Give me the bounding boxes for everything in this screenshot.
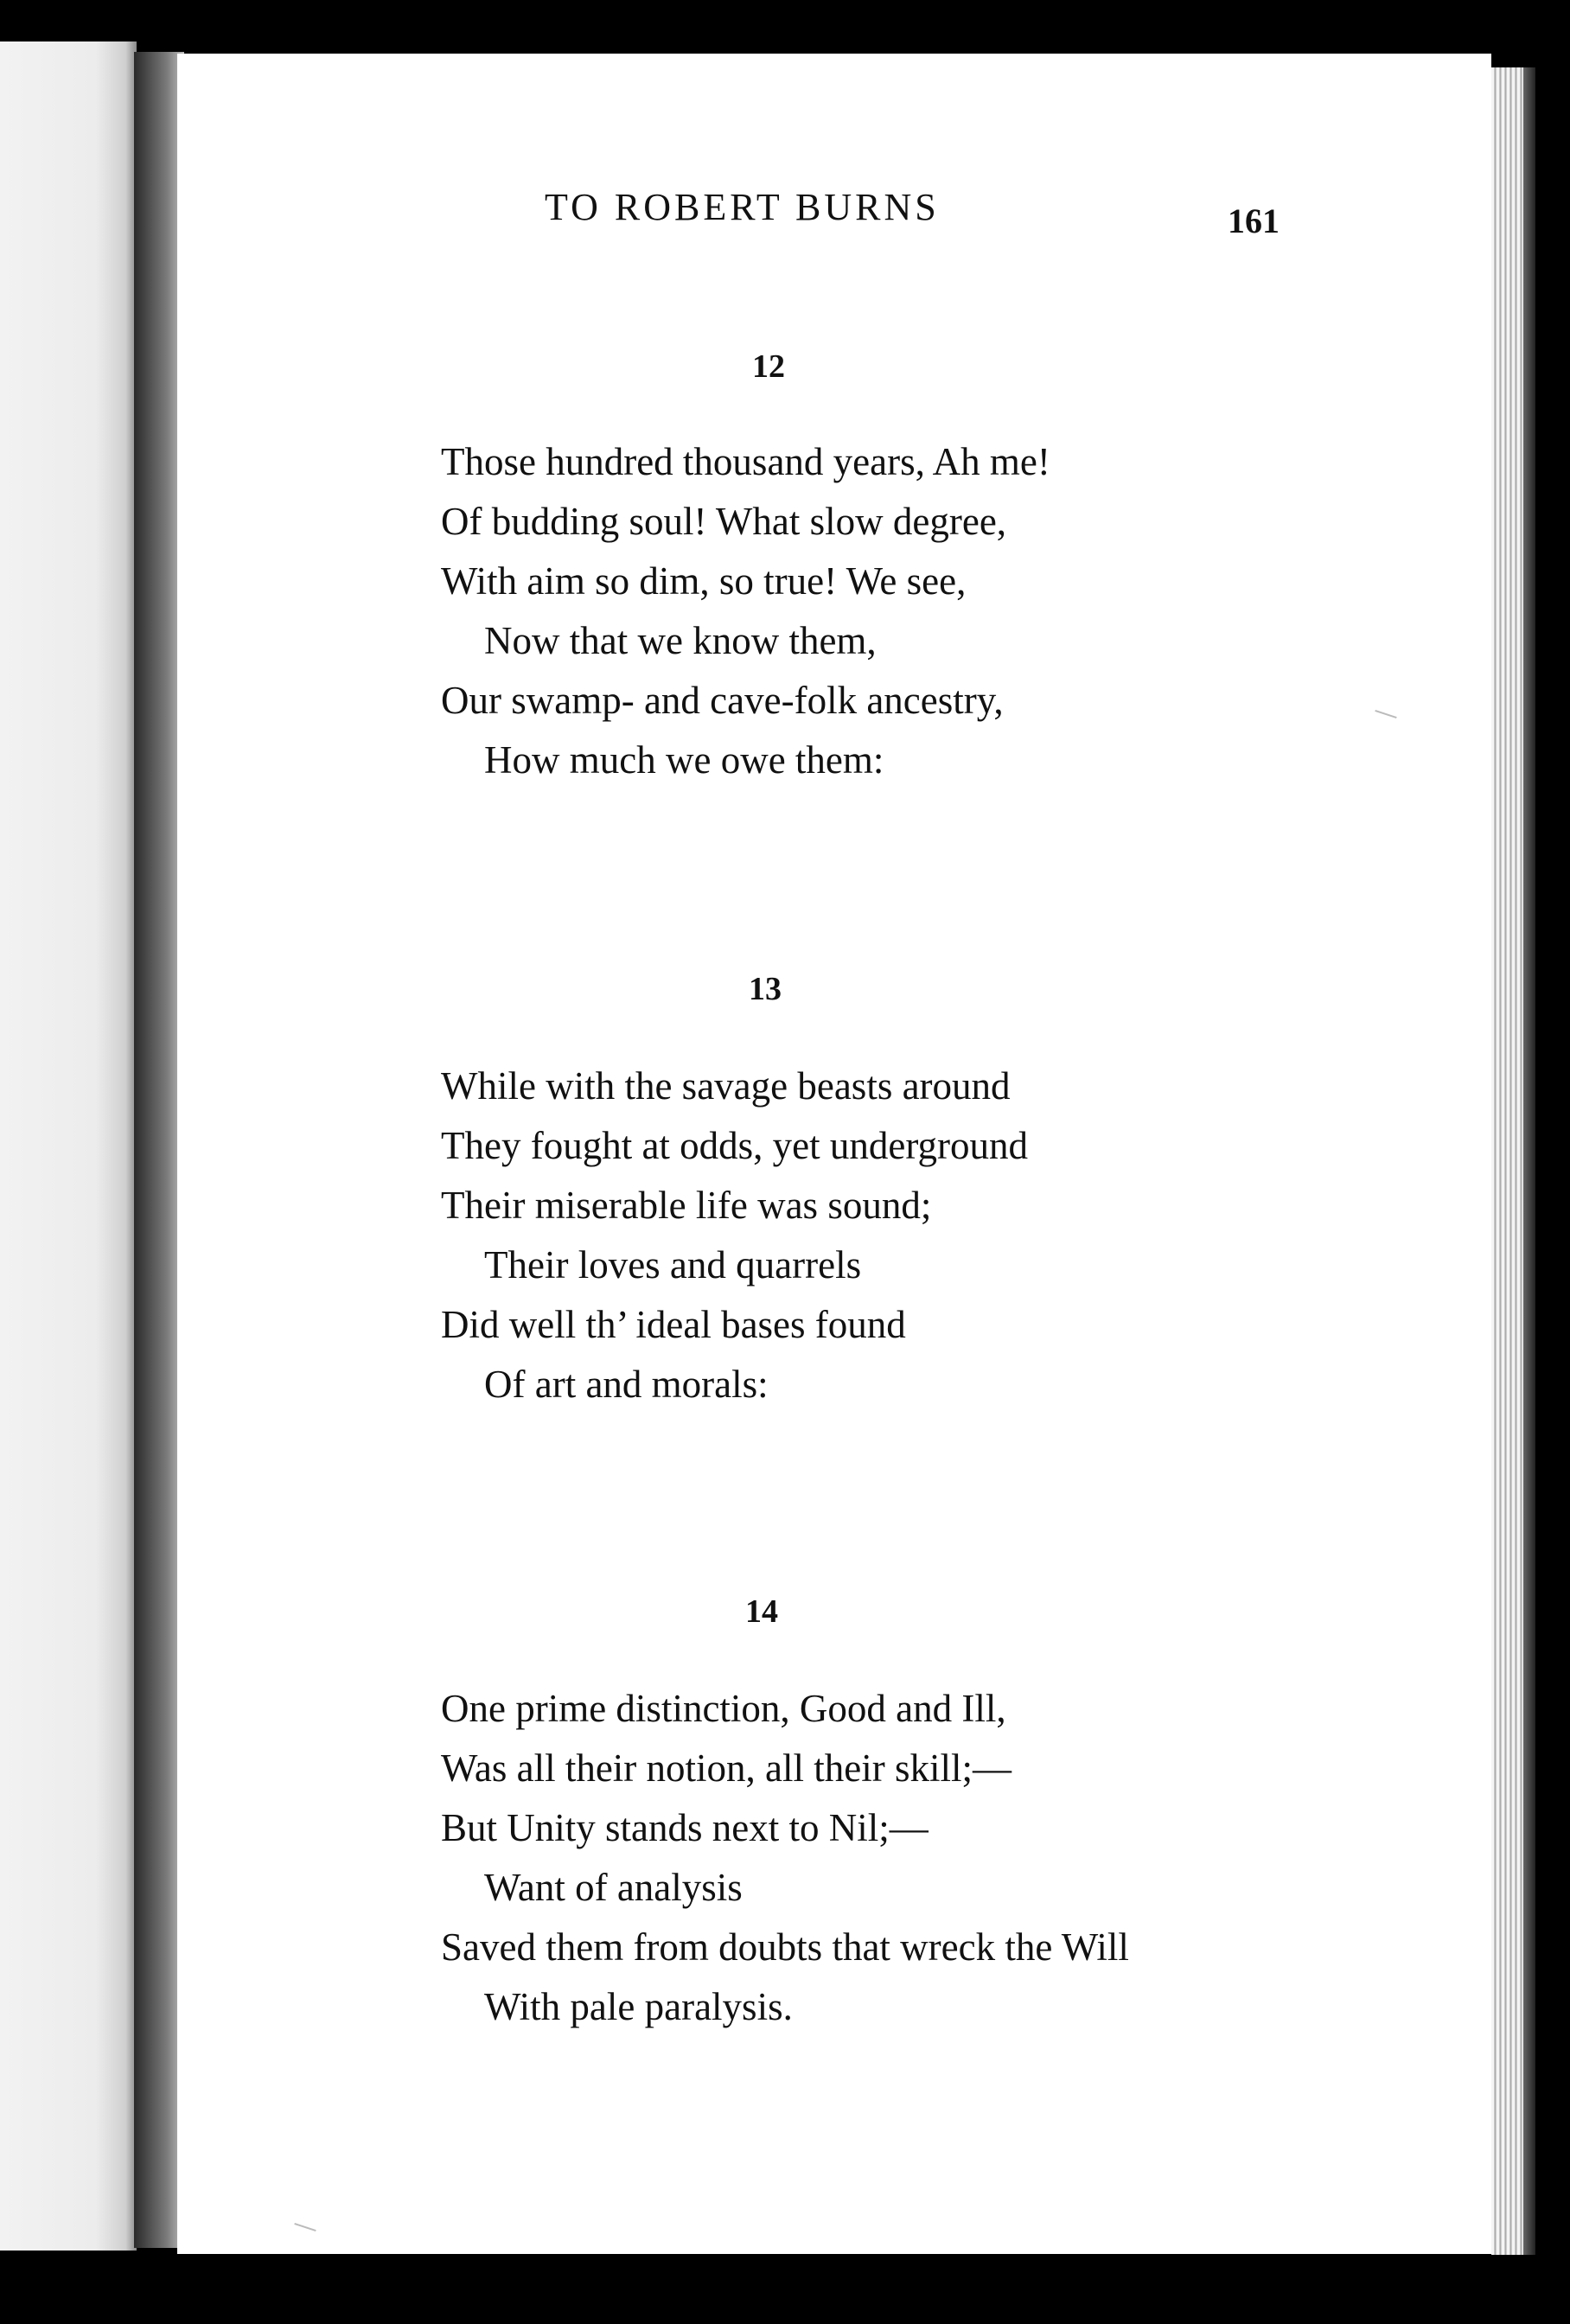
stanza <box>441 1057 1028 1414</box>
running-head: TO ROBERT BURNS <box>545 186 940 228</box>
stanza <box>441 1679 1129 2037</box>
verse-line: They fought at odds, yet underground <box>441 1124 1029 1167</box>
page-stack-edge <box>1491 67 1526 2255</box>
verse-line: Saved them from doubts that wreck the Will <box>441 1925 1129 1969</box>
facing-page-edge <box>0 42 137 2251</box>
verse-line: Did well th’ ideal bases found <box>441 1303 906 1346</box>
verse-line: One prime distinction, Good and Ill, <box>441 1687 1006 1730</box>
stanza <box>441 432 1050 790</box>
page-number: 161 <box>1228 201 1280 240</box>
verse-line: Their miserable life was sound; <box>441 1184 932 1227</box>
verse-line: How much we owe them: <box>484 738 884 782</box>
verse-line: Our swamp- and cave-folk ancestry, <box>441 679 1004 722</box>
verse-line: Want of analysis <box>484 1866 743 1909</box>
verse-line: Of art and morals: <box>484 1363 769 1406</box>
verse-line: Of budding soul! What slow degree, <box>441 500 1007 543</box>
verse-line: But Unity stands next to Nil;— <box>441 1806 929 1849</box>
stanza-number: 13 <box>749 971 782 1007</box>
stanza-number: 12 <box>752 348 785 385</box>
verse-line: While with the savage beasts around <box>441 1064 1011 1108</box>
page-edge-shadow <box>1523 67 1535 2255</box>
verse-line: With aim so dim, so true! We see, <box>441 559 967 603</box>
verse-line: With pale paralysis. <box>484 1985 793 2028</box>
stanza-number: 14 <box>745 1593 778 1630</box>
verse-line: Now that we know them, <box>484 619 877 662</box>
verse-line: Those hundred thousand years, Ah me! <box>441 440 1050 483</box>
verse-line: Was all their notion, all their skill;— <box>441 1746 1012 1790</box>
verse-line: Their loves and quarrels <box>484 1243 862 1286</box>
